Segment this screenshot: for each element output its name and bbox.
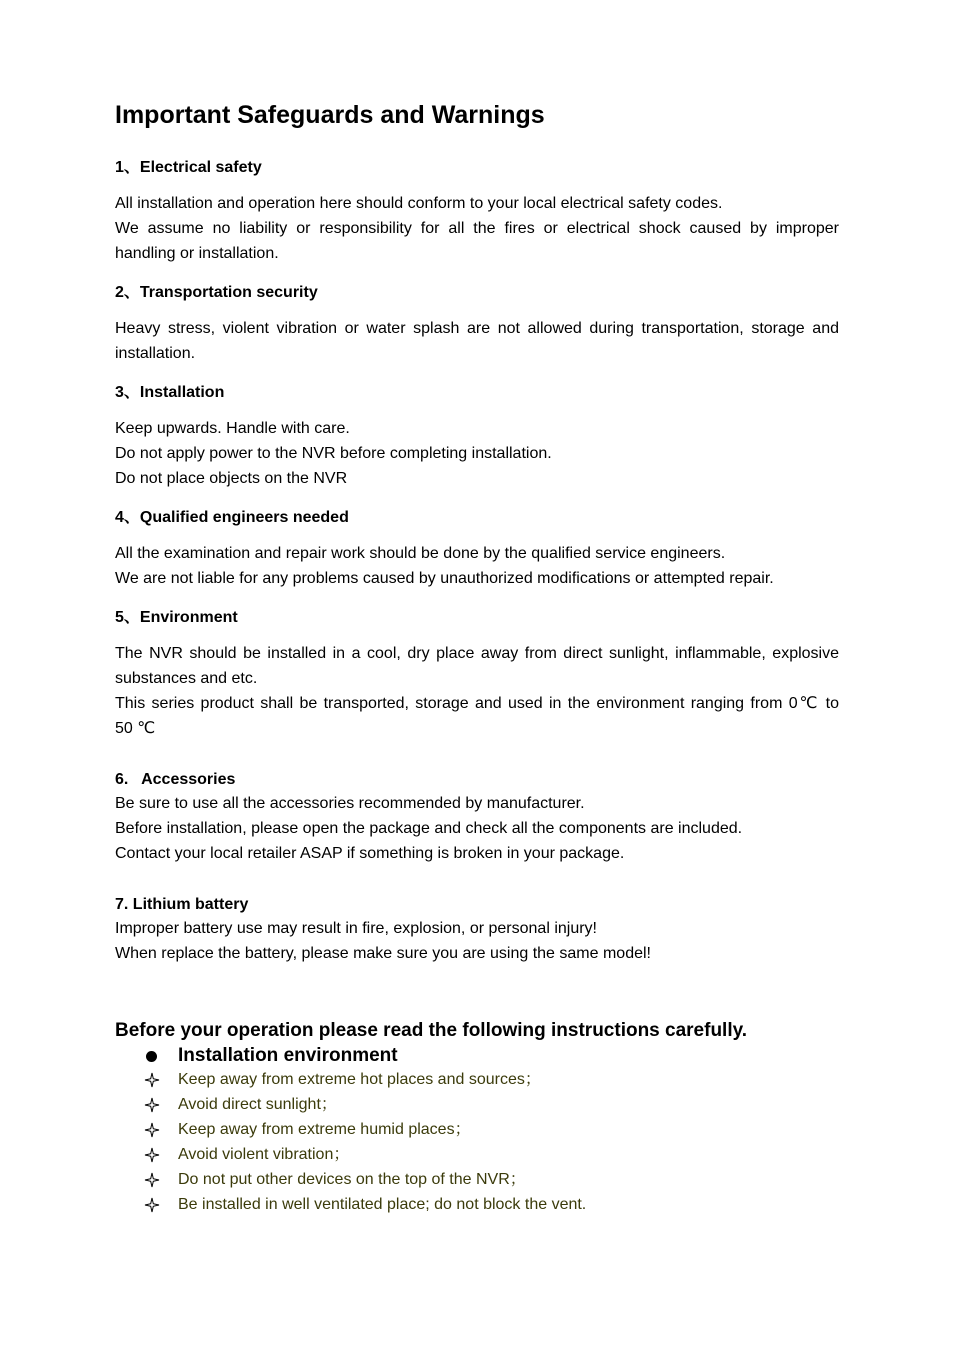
four-point-star-icon xyxy=(144,1097,160,1113)
list-item-text: Avoid violent vibration； xyxy=(178,1146,350,1163)
section-heading-accessories: 6. Accessories xyxy=(115,771,236,788)
body-line: Heavy stress, violent vibration or water splash are not allowed during transportation, storage and xyxy=(115,320,839,337)
four-point-star-icon xyxy=(144,1072,160,1088)
list-item-text: Do not put other devices on the top of the NVR； xyxy=(178,1171,526,1188)
section-body-accessories xyxy=(115,791,839,866)
section-heading-lithium-battery: 7. Lithium battery xyxy=(115,896,249,913)
body-line: Keep upwards. Handle with care. xyxy=(115,420,350,437)
bullet-label: Installation environment xyxy=(178,1045,398,1066)
section-body-transportation-security xyxy=(115,316,839,366)
four-point-star-icon xyxy=(144,1147,160,1163)
body-line: substances and etc. xyxy=(115,670,258,687)
section-heading-electrical-safety: 1、Electrical safety xyxy=(115,159,262,176)
section-body-installation xyxy=(115,416,839,491)
section-heading-environment: 5、Environment xyxy=(115,609,238,626)
list-item-text: Be installed in well ventilated place; do not block the vent. xyxy=(178,1196,587,1213)
body-line: Before installation, please open the package and check all the components are included. xyxy=(115,820,743,837)
four-point-star-icon xyxy=(144,1172,160,1188)
section-heading-transportation-security: 2、Transportation security xyxy=(115,284,318,301)
body-line: When replace the battery, please make sure you are using the same model! xyxy=(115,945,651,962)
body-line: 50 ℃ xyxy=(115,720,156,737)
bullet-installation-environment xyxy=(146,1044,398,1068)
section-heading-installation: 3、Installation xyxy=(115,384,225,401)
four-point-star-icon xyxy=(144,1122,160,1138)
section-body-electrical-safety xyxy=(115,191,839,266)
bullet-dot-icon xyxy=(146,1051,157,1062)
body-line: Be sure to use all the accessories recommended by manufacturer. xyxy=(115,795,585,812)
section-body-qualified-engineers xyxy=(115,541,839,591)
section-body-environment xyxy=(115,641,839,741)
body-line: Do not place objects on the NVR xyxy=(115,470,348,487)
body-line: We are not liable for any problems caused by unauthorized modifications or attempted repair. xyxy=(115,570,774,587)
body-line: We assume no liability or responsibility for all the fires or electrical shock caused by improper xyxy=(115,220,839,237)
list-item-text: Keep away from extreme humid places； xyxy=(178,1121,471,1138)
body-line: Do not apply power to the NVR before completing installation. xyxy=(115,445,552,462)
body-line: handling or installation. xyxy=(115,245,279,262)
body-line: This series product shall be transported, storage and used in the environment ranging from 0℃ to xyxy=(115,695,839,712)
body-line: Improper battery use may result in fire, explosion, or personal injury! xyxy=(115,920,597,937)
body-line: installation. xyxy=(115,345,196,362)
body-line: All installation and operation here should conform to your local electrical safety codes. xyxy=(115,195,723,212)
list-item-text: Avoid direct sunlight； xyxy=(178,1096,337,1113)
body-line: Contact your local retailer ASAP if something is broken in your package. xyxy=(115,845,625,862)
section-body-lithium-battery xyxy=(115,916,839,966)
instructions-heading: Before your operation please read the following instructions carefully. xyxy=(115,1020,748,1041)
four-point-star-icon xyxy=(144,1197,160,1213)
section-heading-qualified-engineers: 4、Qualified engineers needed xyxy=(115,509,349,526)
page-title: Important Safeguards and Warnings xyxy=(115,101,545,129)
body-line: The NVR should be installed in a cool, dry place away from direct sunlight, inflammable, explosive xyxy=(115,645,839,662)
list-item-text: Keep away from extreme hot places and sources； xyxy=(178,1071,541,1088)
body-line: All the examination and repair work should be done by the qualified service engineers. xyxy=(115,545,726,562)
